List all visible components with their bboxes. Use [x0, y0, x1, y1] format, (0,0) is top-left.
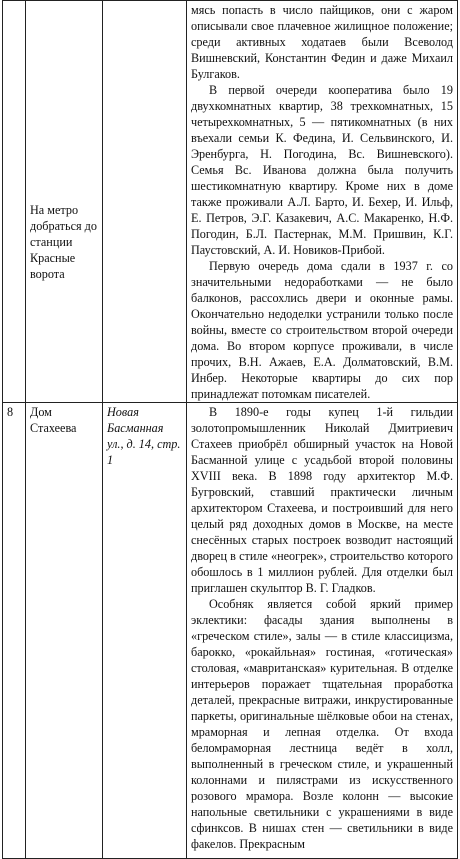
- row-name: [26, 1, 103, 403]
- row-description: [187, 1, 458, 403]
- landmarks-table: [2, 0, 458, 859]
- document-page: [2, 0, 457, 851]
- table-row: [3, 1, 458, 403]
- metro-directions: На метро добраться до станции Красные ворота: [30, 203, 97, 281]
- description-paragraph: В 1890-е годы купец 1-й гильдии золотопромышленник Николай Дмитриевич Стахеев приобрёл обширный участок на Новой Басманной улице с усадьбой второй половины XVIII века. В 1898 году архитектор М.Ф. Бугровский, ставший практически личным архитектором Стахеева, и построивший для него целый ряд доходных домов в Москве, на месте снесённых старых построек возводит настоящий дворец в стиле «неогрек», строительство которого обошлось в 1 миллион рублей. Для отделки был приглашен скульптор В. Г. Гладков.: [191, 405, 453, 595]
- row-number: [3, 1, 26, 403]
- row-address: [103, 1, 187, 403]
- row-name: Дом Стахеева: [26, 403, 103, 859]
- description-paragraph: Особняк является собой яркий пример эклектики: фасады здания выполнены в «греческом стиле», залы — в стиле классицизма, барокко, «рокайльная» гостиная, «готическая» столовая, «мавританская» курительная. В отделке интерьеров поражает тщательная проработка деталей, прекрасные витражи, инкрустированные паркеты, оригинальные шёлковые обои на стенах, мраморная и лепная отделка. От входа беломраморная лестница ведёт в холл, выполненный в греческом стиле, и украшенный колоннами и пилястрами из искусственного розового мрамора. Возле колонн — высокие напольные светильники с украшениями в виде сфинксов. В нишах стен — светильники в виде факелов. Прекрасным: [191, 597, 453, 851]
- description-paragraph: Первую очередь дома сдали в 1937 г. со значительными недоработками — не было балконов, рассохлись двери и оконные рамы. Окончательно недоделки устранили только после войны, вместе со строительством второй очереди дома. Во втором корпусе проживали, в числе прочих, В.Н. Ажаев, Е.А. Долматовский, В.М. Инбер. Некоторые квартиры до сих пор принадлежат потомкам писателей.: [191, 259, 453, 401]
- description-paragraph: мясь попасть в число пайщиков, они с жаром описывали свое плачевное жилищное положение; среди активных ходатаев были Всеволод Вишневский, Константин Федин и даже Михаил Булгаков.: [191, 3, 453, 81]
- description-paragraph: В первой очереди кооператива было 19 двухкомнатных квартир, 38 трехкомнатных, 15 четырехкомнатных, 5 — пятикомнатных (в них въехали семьи К. Федина, И. Сельвинского, И. Эренбурга, Н. Погодина, Вс. Вишневского). Семья Вс. Иванова должна была получить шестикомнатную квартиру. Кроме них в доме также проживали А.Л. Барто, И. Бехер, И. Ильф, Е. Петров, Э.Г. Казакевич, А.С. Макаренко, Н.Ф. Погодин, Б.Л. Пастернак, М.М. Пришвин, К.Г. Паустовский, А. И. Новиков-Прибой.: [191, 83, 453, 257]
- row-address: Новая Басманная ул., д. 14, стр. 1: [103, 403, 187, 859]
- table-row: [3, 403, 458, 859]
- row-number: 8: [3, 403, 26, 859]
- row-description: [187, 403, 458, 859]
